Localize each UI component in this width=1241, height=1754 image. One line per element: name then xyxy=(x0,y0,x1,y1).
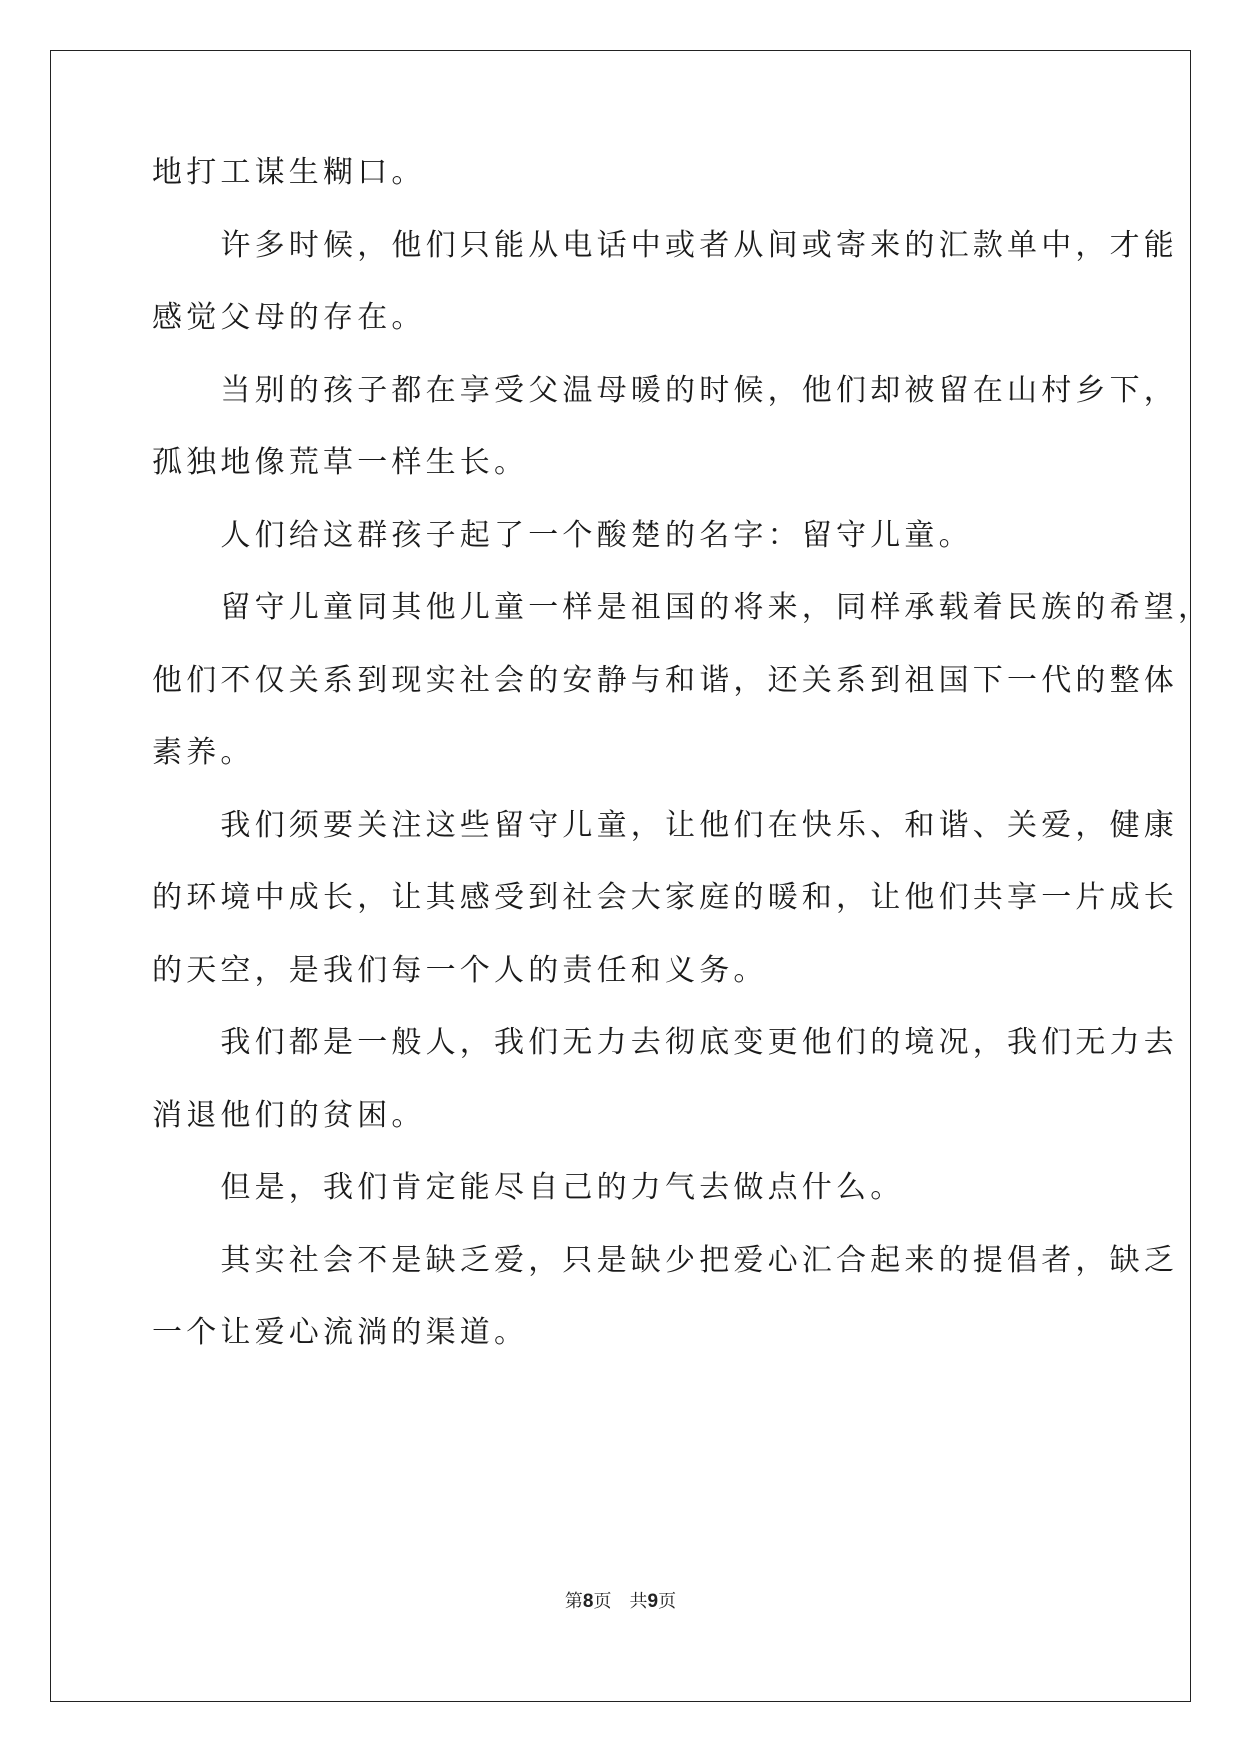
text-line: 的环境中成长，让其感受到社会大家庭的暖和，让他们共享一片成长 xyxy=(152,880,1178,915)
text-line: 许多时候，他们只能从电话中或者从间或寄来的汇款单中，才能 xyxy=(152,228,1178,263)
text-line: 感觉父母的存在。 xyxy=(152,300,426,335)
text-line: 其实社会不是缺乏爱，只是缺少把爱心汇合起来的提倡者，缺乏 xyxy=(152,1243,1178,1278)
text-line: 我们都是一般人，我们无力去彻底变更他们的境况，我们无力去 xyxy=(152,1025,1178,1060)
total-suffix: 页 xyxy=(658,1591,677,1612)
text-line: 消退他们的贫困。 xyxy=(152,1098,426,1133)
text-line: 地打工谋生糊口。 xyxy=(152,155,426,190)
text-line: 留守儿童同其他儿童一样是祖国的将来，同样承载着民族的希望， xyxy=(152,590,1213,625)
page-footer xyxy=(0,1590,1241,1614)
total-prefix: 共 xyxy=(629,1591,648,1612)
text-line: 人们给这群孩子起了一个酸楚的名字：留守儿童。 xyxy=(152,518,973,553)
text-line: 但是，我们肯定能尽自己的力气去做点什么。 xyxy=(152,1170,905,1205)
text-line: 我们须要关注这些留守儿童，让他们在快乐、和谐、关爱，健康 xyxy=(152,808,1178,843)
total-pages-number: 9 xyxy=(647,1591,659,1612)
current-page-number: 8 xyxy=(582,1591,594,1612)
text-line: 素养。 xyxy=(152,735,255,770)
page-suffix: 页 xyxy=(593,1591,612,1612)
text-line: 孤独地像荒草一样生长。 xyxy=(152,445,529,480)
text-line: 的天空，是我们每一个人的责任和义务。 xyxy=(152,953,768,988)
page-prefix: 第 xyxy=(564,1591,583,1612)
text-line: 一个让爱心流淌的渠道。 xyxy=(152,1315,529,1350)
text-line: 当别的孩子都在享受父温母暖的时候，他们却被留在山村乡下， xyxy=(152,373,1178,408)
text-line: 他们不仅关系到现实社会的安静与和谐，还关系到祖国下一代的整体 xyxy=(152,663,1178,698)
